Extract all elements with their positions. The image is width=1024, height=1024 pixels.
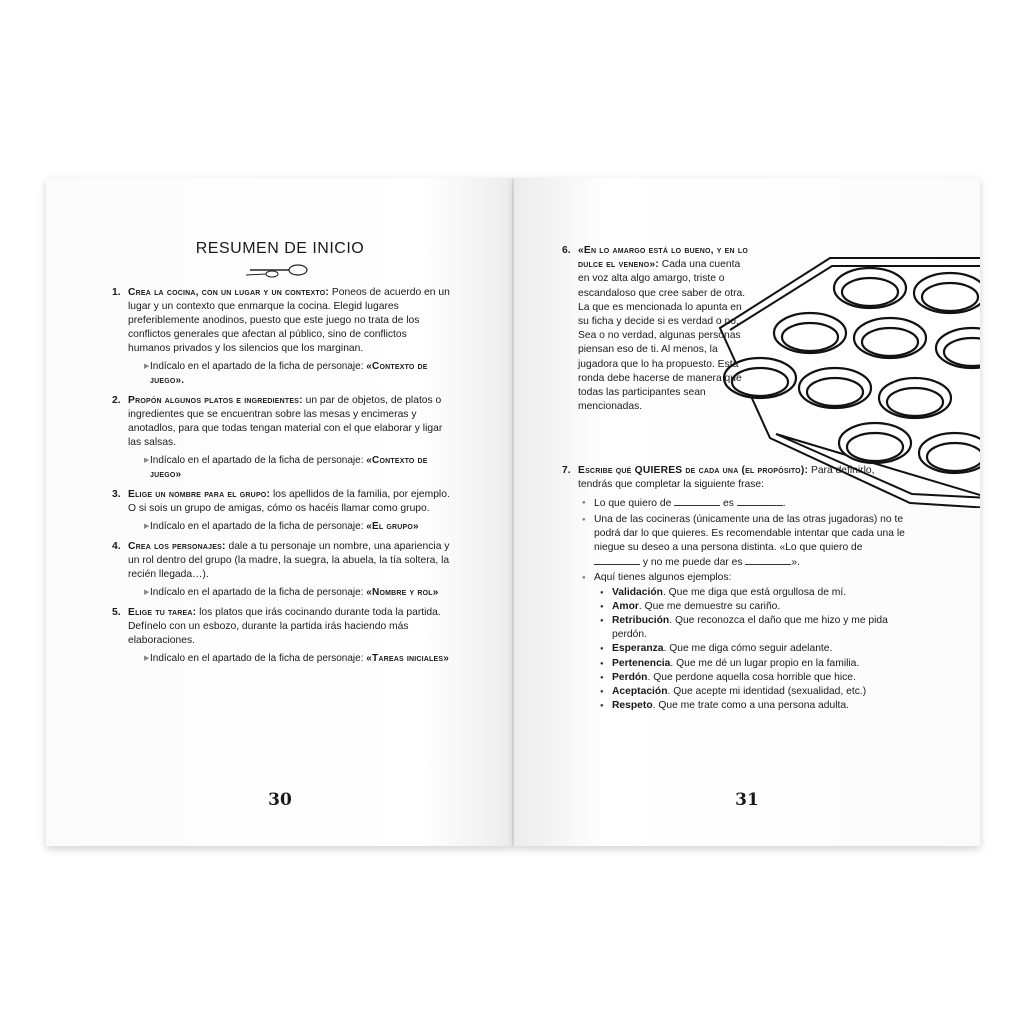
note-text: Indícalo en el apartado de la ficha de personaje:	[150, 587, 367, 598]
page-title: RESUMEN DE INICIO	[195, 240, 365, 257]
example-term: Amor	[612, 600, 639, 612]
item-note	[128, 360, 450, 388]
example-term: Validación	[612, 586, 663, 598]
sub-list-item	[594, 571, 908, 713]
item-number: 6.	[562, 245, 571, 256]
example-term: Perdón	[612, 671, 648, 683]
example-item	[612, 671, 908, 685]
item-lead: Crea los personajes:	[128, 541, 226, 552]
note-field: «Contexto de juego»	[150, 455, 428, 480]
item-note	[128, 520, 450, 534]
arrow-icon: ▶	[144, 457, 150, 464]
list-item	[112, 540, 450, 600]
item-text: Poneos de acuerdo en un lugar y un contexto que enmarque la cocina. Elegid lugares preferiblemente anodinos, puesto que este juego no trata de los conflictos generales que afectan al público, sino de conflictos humanos privados y los silencios que los marginan.	[128, 287, 450, 354]
sub-text: es	[720, 498, 737, 510]
example-item	[612, 600, 908, 614]
example-desc: . Que perdone aquella cosa horrible que hice.	[647, 671, 856, 683]
example-desc: . Que me trate como a una persona adulta.	[652, 700, 849, 712]
item-number: 2.	[112, 395, 121, 406]
item-text: Para definirlo, tendrás que completar la siguiente frase:	[578, 465, 875, 491]
sub-text: Aquí tienes algunos ejemplos:	[594, 572, 732, 584]
note-field: «Contexto de juego».	[150, 361, 428, 386]
list-item	[562, 244, 748, 414]
page-number: 31	[735, 790, 759, 810]
item-number: 3.	[112, 489, 121, 500]
note-text: Indícalo en el apartado de la ficha de personaje:	[150, 521, 367, 532]
sub-list-item	[594, 496, 908, 511]
item-text: los apellidos de la familia, por ejemplo. O si sois un grupo de amigas, cómo os hacéis llamar como grupo.	[128, 489, 450, 514]
example-desc: . Que me demuestre su cariño.	[638, 600, 781, 612]
note-text: Indícalo en el apartado de la ficha de personaje:	[150, 361, 367, 372]
item-note	[128, 454, 450, 482]
note-field: «Nombre y rol»	[366, 587, 439, 598]
item-note	[128, 586, 450, 600]
item-number: 1.	[112, 287, 121, 298]
item-lead: Crea la cocina, con un lugar y un contexto:	[128, 287, 330, 298]
item-lead: Elige tu tarea:	[128, 607, 197, 618]
item-text: un par de objetos, de platos o ingredientes que se encuentran sobre las mesas y encimeras y anotadlos, para que todas tengan material con el que elaborar y ligar las salsas.	[128, 395, 443, 448]
list-item	[562, 464, 908, 714]
arrow-icon: ▶	[144, 363, 150, 370]
blank-line	[674, 496, 720, 506]
page-number: 30	[268, 790, 292, 810]
example-desc: . Que me diga cómo seguir adelante.	[663, 643, 833, 655]
example-item	[612, 642, 908, 656]
arrow-icon: ▶	[144, 655, 150, 662]
item-number: 5.	[112, 607, 121, 618]
sub-text: Lo que quiero de	[594, 498, 675, 510]
list-item	[112, 606, 450, 666]
blank-line	[737, 496, 783, 506]
example-term: Esperanza	[612, 643, 664, 655]
example-desc: . Que me diga que está orgullosa de mí.	[662, 586, 847, 598]
example-desc: . Que me dé un lugar propio en la familia.	[670, 657, 860, 669]
item-lead: Propón algunos platos e ingredientes:	[128, 395, 303, 406]
list-item	[112, 394, 450, 482]
sub-text: y no me puede dar es	[640, 557, 746, 569]
example-term: Retribución	[612, 615, 670, 627]
example-desc: . Que acepte mi identidad (sexualidad, etc.)	[667, 686, 867, 698]
note-field: «El grupo»	[366, 521, 419, 532]
item-note	[128, 652, 450, 666]
note-text: Indícalo en el apartado de la ficha de personaje:	[150, 653, 367, 664]
arrow-icon: ▶	[144, 589, 150, 596]
example-item	[612, 614, 908, 642]
sub-text: ».	[791, 557, 800, 569]
sub-list	[562, 496, 908, 713]
blank-line	[594, 555, 640, 565]
example-term: Respeto	[612, 700, 653, 712]
note-text: Indícalo en el apartado de la ficha de personaje:	[150, 455, 367, 466]
example-term: Pertenencia	[612, 657, 671, 669]
example-item	[612, 685, 908, 699]
item-number: 4.	[112, 541, 121, 552]
example-item	[612, 586, 908, 600]
blank-line	[745, 555, 791, 565]
sub-text: Una de las cocineras (únicamente una de las otras jugadoras) no te podrá dar lo que quieres. Es recomendable intentar que cada una le niegue su deseo a una persona distinta. «Lo que quiero de	[594, 513, 905, 554]
item-text: los platos que irás cocinando durante toda la partida. Defínelo con un esbozo, durante la partida irás haciendo más elaboraciones.	[128, 607, 441, 646]
note-field: «Tareas iniciales»	[366, 653, 449, 664]
item-text: Cada una cuenta en voz alta algo amargo, triste o escandaloso que cree saber de otra. La que es mencionada lo apunta en su ficha y decide si es verdad o no. Sea o no verdad, algunas personas piensan eso de ti. Al menos, la jugadora que lo ha propuesto. Esta ronda debe hacerse de manera que todas las participantes sean mencionadas.	[578, 259, 746, 413]
example-desc: . Que reconozca el daño que me hizo y me pida perdón.	[612, 615, 888, 641]
right-page	[514, 178, 980, 846]
item-lead: Escribe qué QUIERES de cada una (el propósito):	[578, 465, 809, 476]
sub-text: .	[782, 498, 786, 510]
item-text: dale a tu personaje un nombre, una apariencia y un rol dentro del grupo (la madre, la suegra, la abuela, la tía soltera, la recién llegada…).	[128, 541, 450, 580]
examples-list	[594, 586, 908, 714]
item-number: 7.	[562, 465, 571, 476]
list-item	[112, 488, 450, 534]
list-item	[112, 286, 450, 388]
left-page	[46, 178, 514, 846]
example-item	[612, 657, 908, 671]
item-lead: «En lo amargo está lo bueno, y en lo dulce el veneno»:	[578, 245, 748, 271]
arrow-icon: ▶	[144, 523, 150, 530]
spoons-icon	[246, 262, 316, 278]
example-item	[612, 699, 908, 713]
summary-list	[112, 286, 450, 672]
sub-list-item	[594, 513, 908, 571]
item-lead: Elige un nombre para el grupo:	[128, 489, 271, 500]
example-term: Aceptación	[612, 686, 668, 698]
